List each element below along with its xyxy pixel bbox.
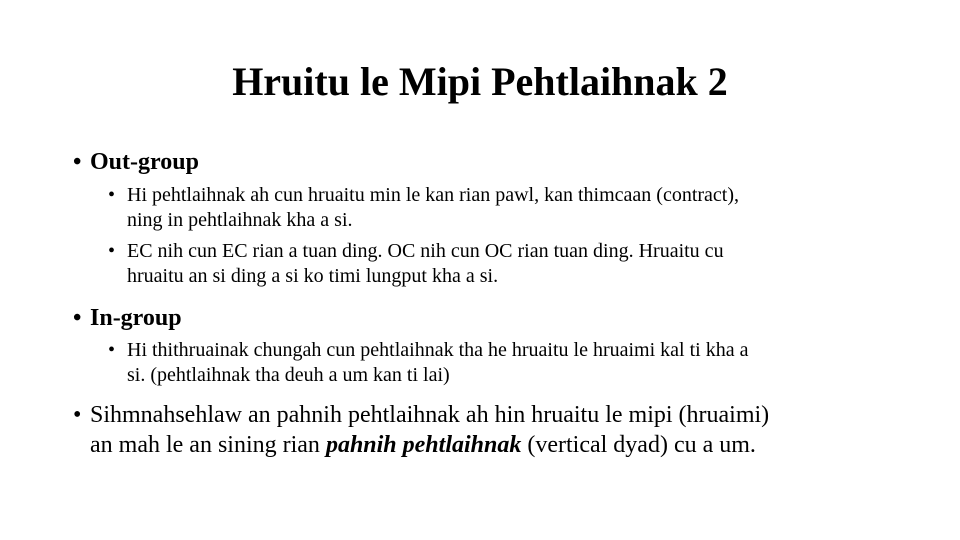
list-item-line: si. (pehtlaihnak tha deuh a um kan ti lai) <box>127 364 450 386</box>
section-heading-in-group <box>73 304 933 332</box>
bullet-icon: • <box>108 339 116 361</box>
closing-paragraph <box>73 400 933 460</box>
closing-text-end: (vertical dyad) cu a um. <box>521 432 756 458</box>
list-item-line: Hi pehtlaihnak ah cun hruaitu min le kan rian pawl, kan thimcaan (contract), <box>127 184 740 206</box>
section-heading-out-group <box>73 148 933 176</box>
list-item-line: EC nih cun EC rian a tuan ding. OC nih cun OC rian tuan ding. Hruaitu cu <box>127 240 724 262</box>
closing-emphasis: pahnih pehtlaihnak <box>325 432 522 458</box>
section-heading-label: In-group <box>90 305 182 331</box>
bullet-icon: • <box>73 305 82 331</box>
bullet-icon: • <box>73 149 82 175</box>
bullet-icon: • <box>73 402 82 428</box>
list-item-line: Hi thithruainak chungah cun pehtlaihnak tha he hruaitu le hruaimi kal ti kha a <box>127 339 749 361</box>
bullet-icon: • <box>108 184 116 206</box>
slide-title: Hruitu le Mipi Pehtlaihnak 2 <box>232 59 728 104</box>
closing-line-2 <box>90 430 769 460</box>
list-item-line: ning in pehtlaihnak kha a si. <box>127 209 353 231</box>
section-heading-label: Out-group <box>90 149 199 175</box>
bullet-icon: • <box>108 240 116 262</box>
list-item-line: hruaitu an si ding a si ko timi lungput kha a si. <box>127 265 499 287</box>
list-item <box>108 338 908 388</box>
list-item <box>108 239 908 289</box>
closing-text: an mah le an sining rian <box>90 432 326 458</box>
closing-line: Sihmnahsehlaw an pahnih pehtlaihnak ah hin hruaitu le mipi (hruaimi) <box>90 402 770 428</box>
list-item <box>108 183 908 233</box>
